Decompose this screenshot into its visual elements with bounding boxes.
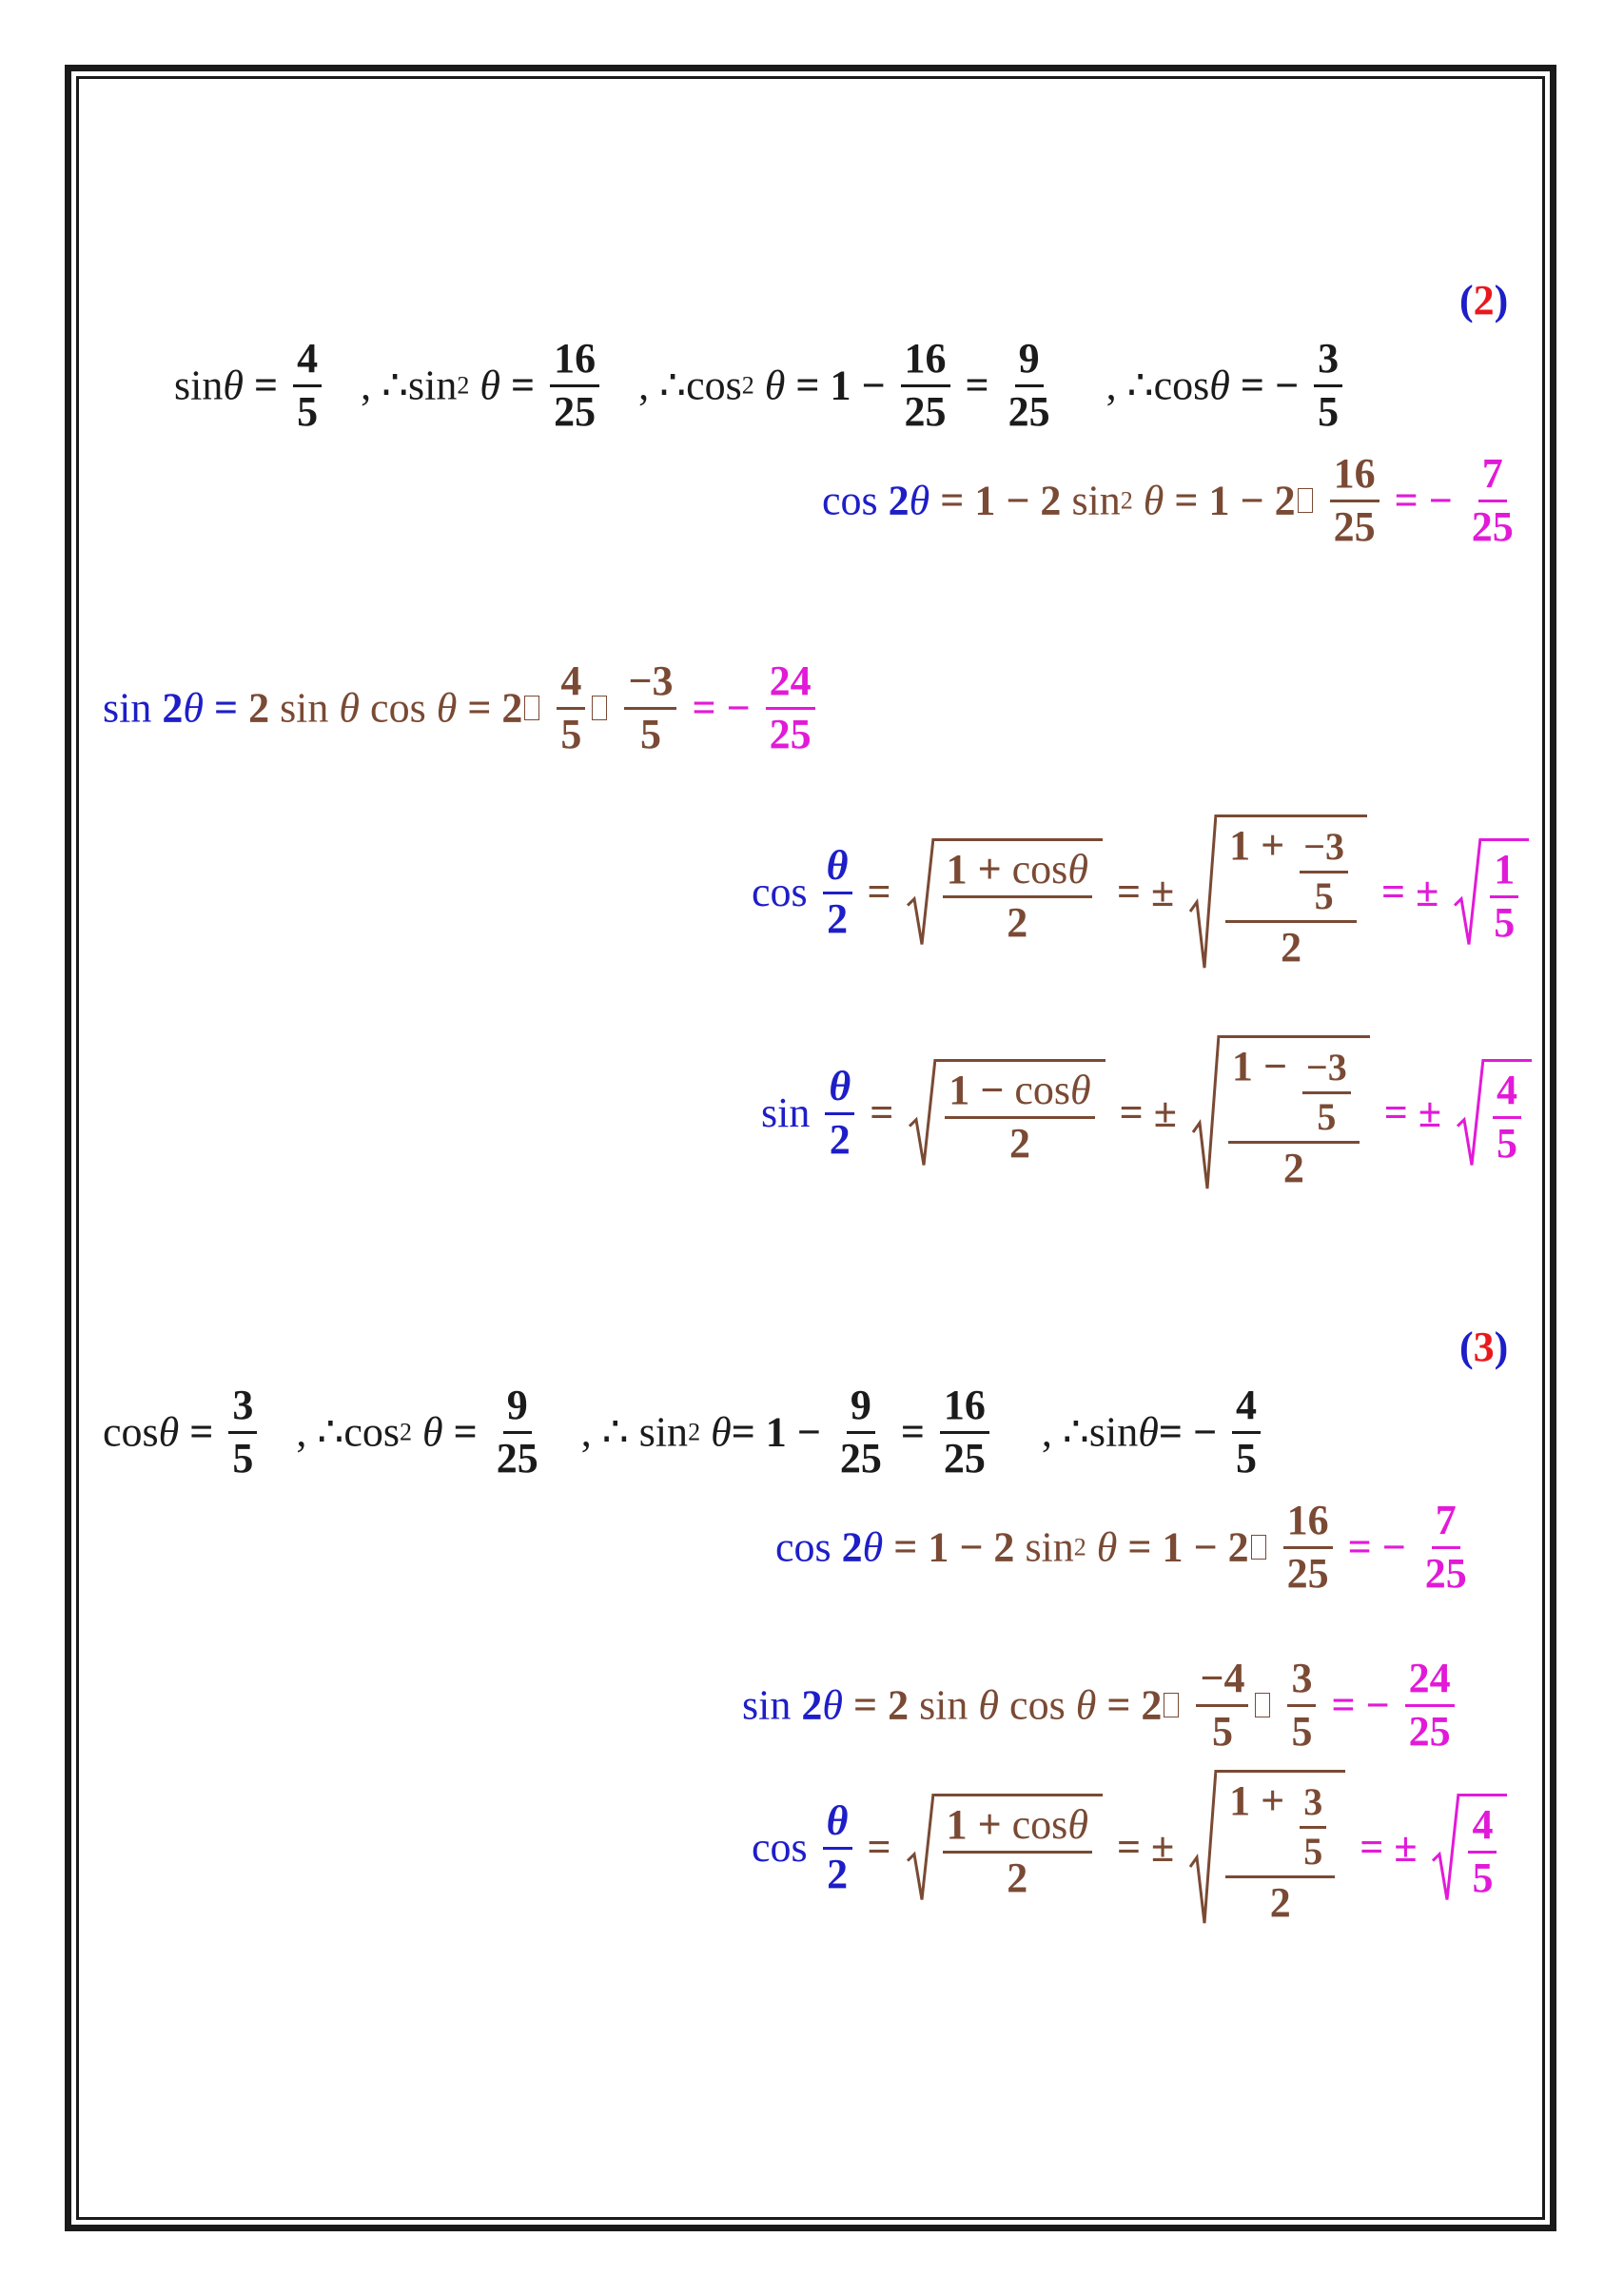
s2-sin-half-sqrt-2: 1 − $\frac{-3}{5}$ 2 bbox=[1191, 1035, 1370, 1191]
s2-cos-half-line: cos $\frac{\theta}{2}$ = $\frac{1 + \cos\theta}{2}$ = ± 1 + $\frac{-3}{5}$ 2 = ± $\frac{1}{5}$ bbox=[752, 814, 1533, 971]
s3-cos-half-line: cos $\frac{\theta}{2}$ = $\frac{1 + \cos\theta}{2}$ = ± 1 + $\frac{3}{5}$ 2 = ± $\frac{4}{5}$ bbox=[752, 1770, 1511, 1926]
s3-cos-half-sqrt-3: $\frac{4}{5}$ bbox=[1431, 1794, 1507, 1902]
s3-cos-double-line: cos 2θ = 1 − 2 sin2 θ = 1 − 2 $\frac{16}{25}$ = − $\frac{7}{25}$ bbox=[775, 1497, 1467, 1597]
s2-cos-half-sqrt-2: 1 + $\frac{-3}{5}$ 2 bbox=[1188, 814, 1367, 971]
s2-given-line: sinθ = $\frac{4}{5}$ , ∴sin2 θ = $\frac{16}{25}$ , ∴cos2 θ = 1 − $\frac{16}{25}$ = $\frac{9}{25}$ , ∴cosθ = − $\frac{3}{5}$ bbox=[174, 338, 1347, 434]
s3-cos-half-sqrt-1: $\frac{1 + \cos\theta}{2}$ bbox=[906, 1794, 1103, 1902]
section-3-label: (3) bbox=[1459, 1324, 1509, 1370]
s2-sin-half-line: sin $\frac{\theta}{2}$ = $\frac{1 - \cos\theta}{2}$ = ± 1 − $\frac{-3}{5}$ 2 = ± $\frac{4}{5}$ bbox=[761, 1035, 1536, 1191]
s3-cos-half-sqrt-2: 1 + $\frac{3}{5}$ 2 bbox=[1188, 1770, 1345, 1926]
s2-cos-double-line: cos 2θ = 1 − 2 sin2 θ = 1 − 2 $\frac{16}{25}$ = − $\frac{7}{25}$ bbox=[822, 450, 1514, 550]
s2-sin-half-sqrt-1: $\frac{1 - \cos\theta}{2}$ bbox=[908, 1059, 1105, 1168]
s2-cos-half-sqrt-1: $\frac{1 + \cos\theta}{2}$ bbox=[906, 838, 1103, 947]
s2-sin-double-line: sin 2θ = 2 sin θ cos θ = 2 $\frac{4}{5}$ $\frac{-3}{5}$ = − $\frac{24}{25}$ bbox=[103, 660, 820, 756]
s3-given-line: cosθ = $\frac{3}{5}$ , ∴cos2 θ = $\frac{9}{25}$ , ∴ sin2 θ= 1 − $\frac{9}{25}$ = $\frac{16}{25}$ , ∴sinθ= − $\frac{4}{5}$ bbox=[103, 1384, 1265, 1481]
s3-sin-double-line: sin 2θ = 2 sin θ cos θ = 2 $\frac{-4}{5}$ $\frac{3}{5}$ = − $\frac{24}{25}$ bbox=[742, 1658, 1459, 1754]
s2-cos-half-sqrt-3: $\frac{1}{5}$ bbox=[1453, 838, 1529, 947]
section-2-label: (2) bbox=[1459, 277, 1509, 324]
s2-sin-half-sqrt-3: $\frac{4}{5}$ bbox=[1456, 1059, 1532, 1168]
